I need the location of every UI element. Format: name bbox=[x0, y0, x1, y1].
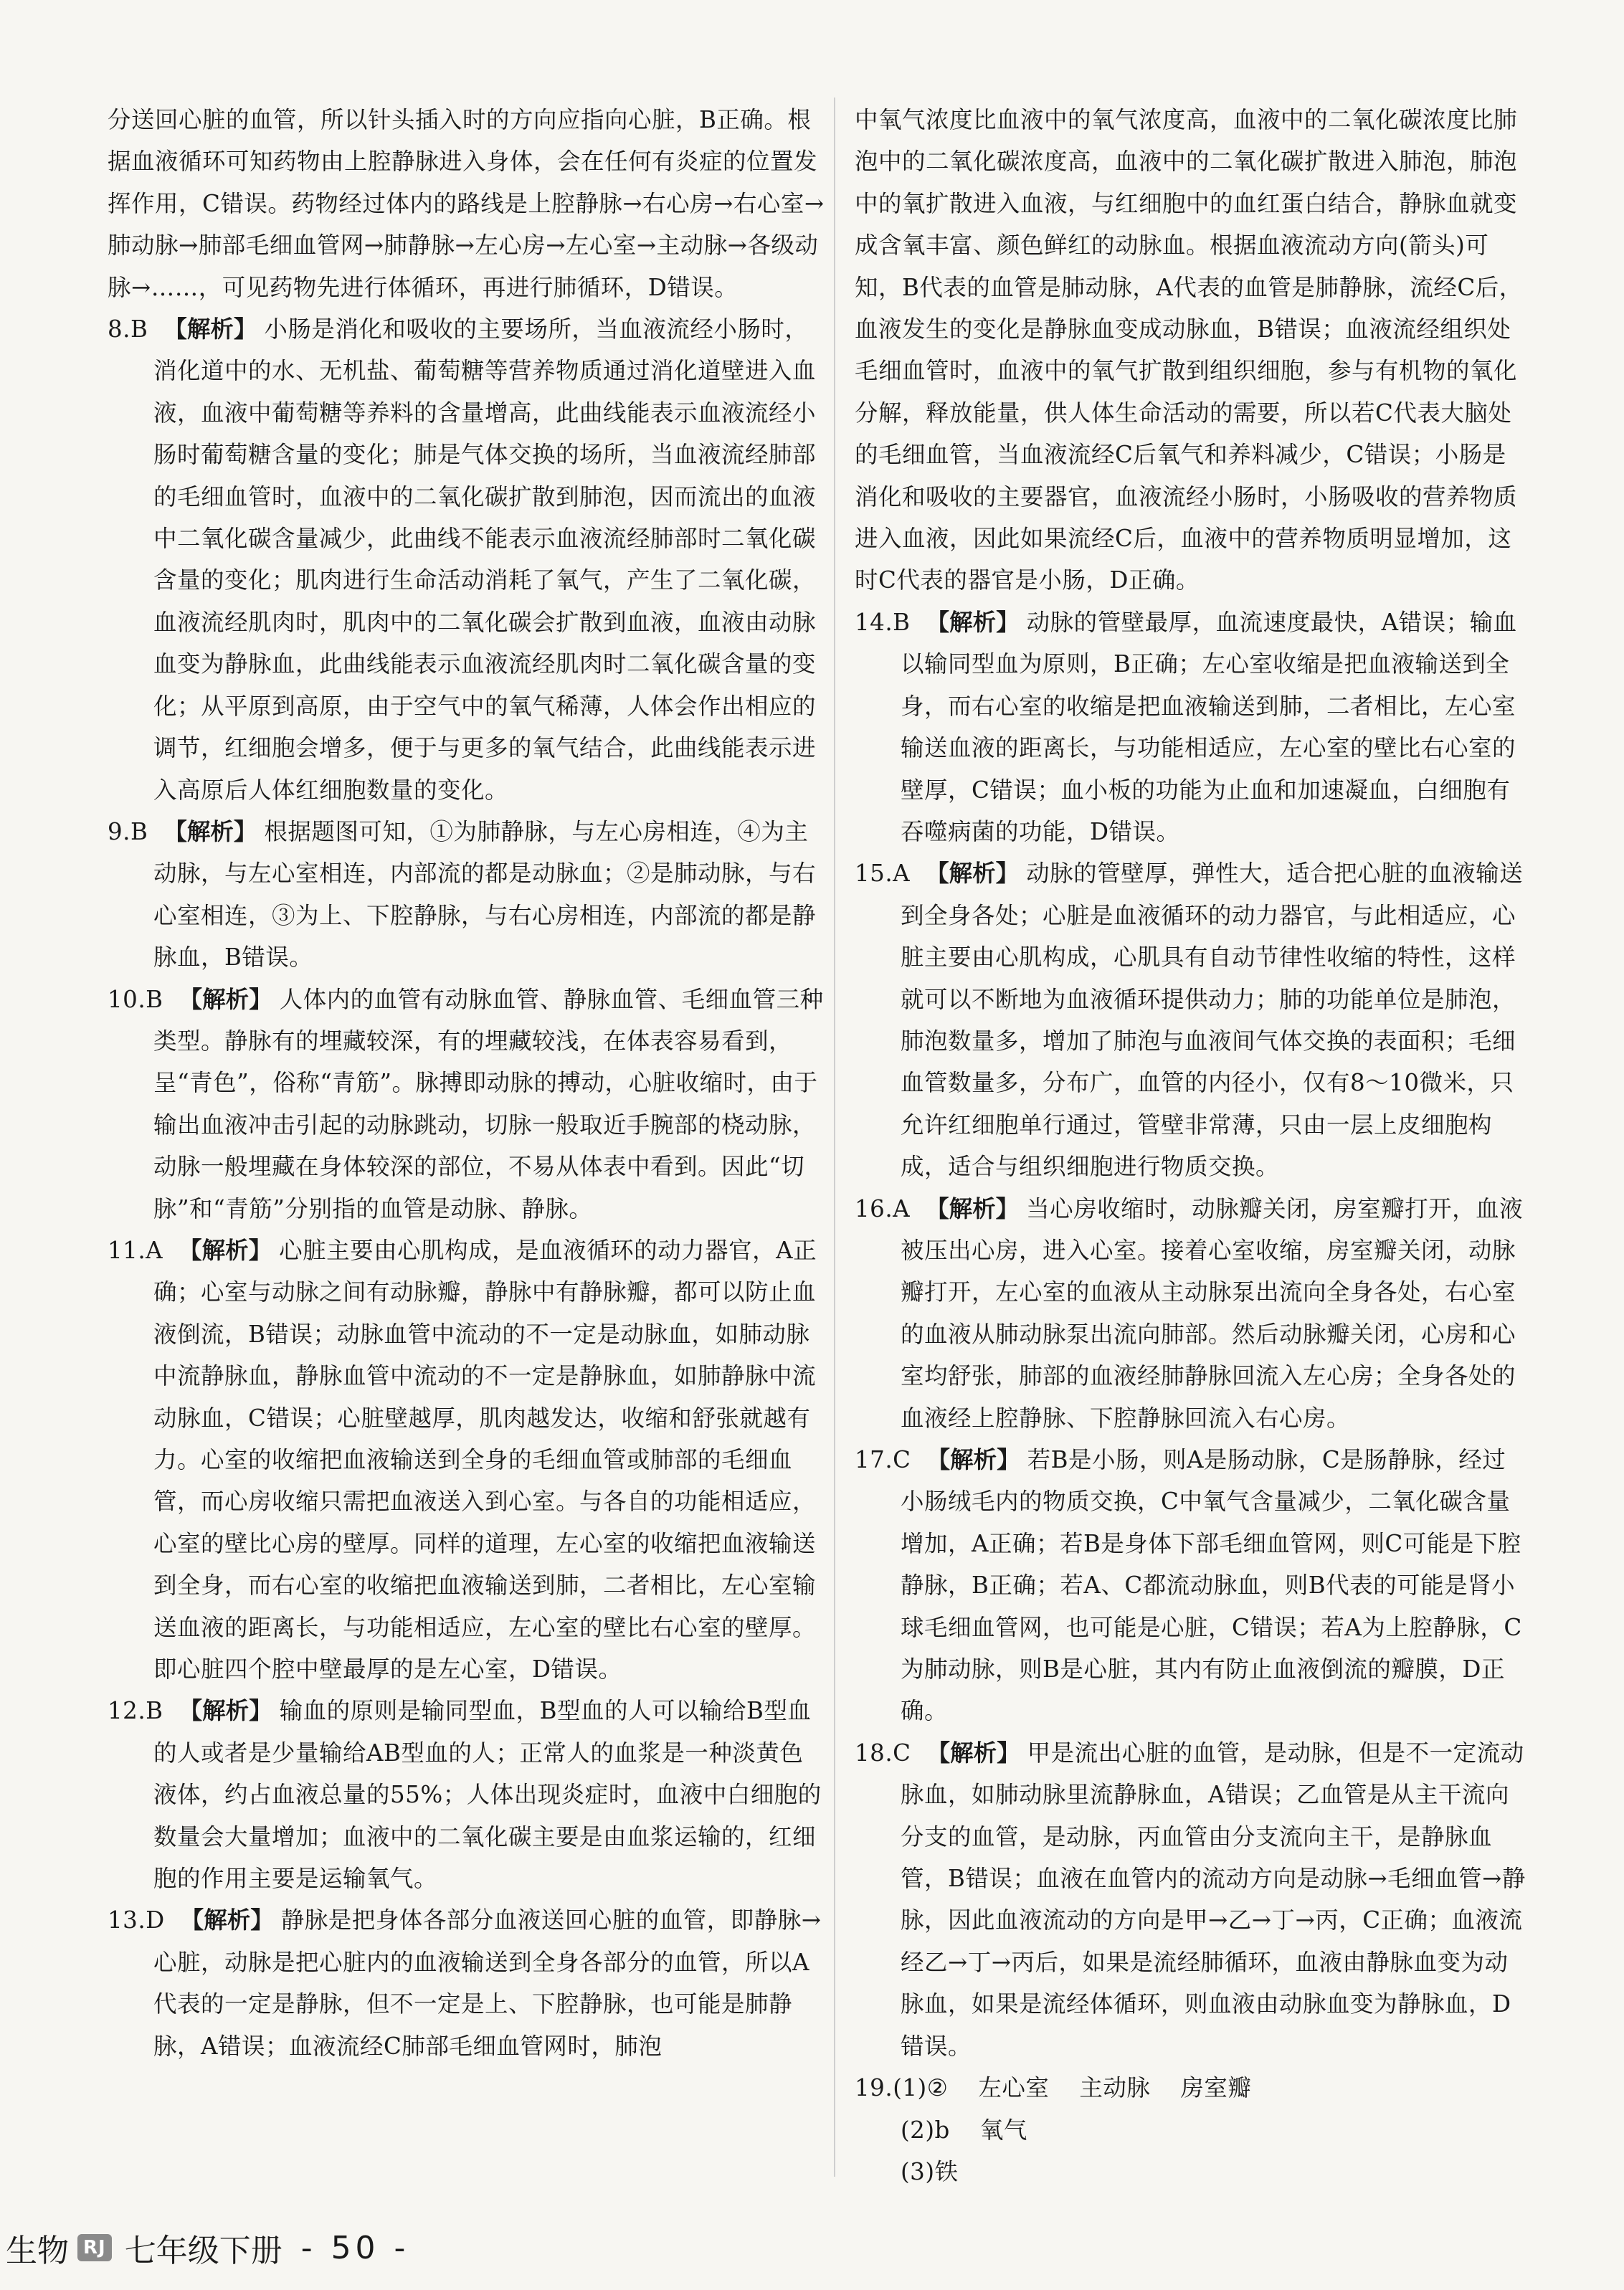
answer-17: 17.C 【解析】 若B是小肠，则A是肠动脉，C是肠静脉，经过小肠绒毛内的物质交换，C中氧气含量减少，二氧化碳含量增加，A正确；若B是身体下部毛细血管网，则C可能是下腔静脉，B正确；若A、C都流动脉血，则B代表的可能是肾小球毛细血管网，也可能是心脏，C错误；若A为上腔静脉，C为肺动脉，则B是心脏，其内有防止血液倒流的瓣膜，D正确。 bbox=[855, 1446, 1522, 1725]
analysis-tag: 【解析】 bbox=[926, 1194, 1020, 1222]
page-footer bbox=[0, 2219, 409, 2276]
analysis-tag: 【解析】 bbox=[926, 860, 1020, 888]
answer-text: 静脉是把身体各部分血液送回心脏的血管，即静脉→心脏，动脉是把心脏内的血液输送到全身各部分的血管，所以A代表的一定是静脉，但不一定是上、下腔静脉，也可能是肺静脉，A错误；血液流经C肺部毛细血管网时，肺泡 bbox=[153, 1906, 822, 2060]
analysis-tag: 【解析】 bbox=[926, 1739, 1020, 1767]
edition-badge: RJ bbox=[77, 2234, 112, 2261]
answer-16: 16.A 【解析】 当心房收缩时，动脉瓣关闭，房室瓣打开，血液被压出心房，进入心室。接着心室收缩，房室瓣关闭，动脉瓣打开，左心室的血液从主动脉泵出流向全身各处，右心室的血液从肺动脉泵出流向肺部。然后动脉瓣关闭，心房和心室均舒张，肺部的血液经肺静脉回流入左心房；全身各处的血液经上腔静脉、下腔静脉回流入右心房。 bbox=[855, 1194, 1524, 1432]
answer-text: 动脉的管壁最厚，血流速度最快，A错误；输血以输同型血为原则，B正确；左心室收缩是把血液输送到全身，而右心室的收缩是把血液输送到肺，二者相比，左心室输送血液的距离长，与功能相适应，左心室的壁比右心室的壁厚，C错误；血小板的功能为止血和加速凝血，白细胞有吞噬病菌的功能，D错误。 bbox=[901, 608, 1517, 845]
answer-12: 12.B 【解析】 输血的原则是输同型血，B型血的人可以输给B型血的人或者是少量输给AB型血的人；正常人的血浆是一种淡黄色液体，约占血液总量的55%；人体出现炎症时，血液中白细胞的数量会大量增加；血液中的二氧化碳主要是由血浆运输的，红细胞的作用主要是运输氧气。 bbox=[108, 1697, 822, 1893]
continued-paragraph: 中氧气浓度比血液中的氧气浓度高，血液中的二氧化碳浓度比肺泡中的二氧化碳浓度高，血液中的二氧化碳扩散进入肺泡，肺泡中的氧扩散进入血液，与红细胞中的血红蛋白结合，静脉血就变成含氧丰富、颜色鲜红的动脉血。根据血液流动方向(箭头)可知，B代表的血管是肺动脉，A代表的血管是肺静脉，流经C后，血液发生的变化是静脉血变成动脉血，B错误；血液流经组织处毛细血管时，血液中的氧气扩散到组织细胞，参与有机物的氧化分解，释放能量，供人体生命活动的需要，所以若C代表大脑处的毛细血管，当血液流经C后氧气和养料减少，C错误；小肠是消化和吸收的主要器官，血液流经小肠时，小肠吸收的营养物质进入血液，因此如果流经C后，血液中的营养物质明显增加，这时C代表的器官是小肠，D正确。 bbox=[855, 106, 1523, 594]
answer-19-1b: 左心室 bbox=[978, 2074, 1050, 2102]
analysis-tag: 【解析】 bbox=[163, 817, 257, 845]
answer-text: 当心房收缩时，动脉瓣关闭，房室瓣打开，血液被压出心房，进入心室。接着心室收缩，房室瓣关闭，动脉瓣打开，左心室的血液从主动脉泵出流向全身各处，右心室的血液从肺动脉泵出流向肺部。然后动脉瓣关闭，心房和心室均舒张，肺部的血液经肺静脉回流入左心房；全身各处的血液经上腔静脉、下腔静脉回流入右心房。 bbox=[901, 1194, 1524, 1432]
answer-18: 18.C 【解析】 甲是流出心脏的血管，是动脉，但是不一定流动脉血，如肺动脉里流静脉血，A错误；乙血管是从主干流向分支的血管，是动脉，丙血管由分支流向主干，是静脉血管，B错误；血液在血管内的流动方向是动脉→毛细血管→静脉，因此血液流动的方向是甲→乙→丁→丙，C正确；血液流经乙→丁→丙后，如果是流经肺循环，血液由静脉血变为动脉血，如果是流经体循环，则血液由动脉血变为静脉血，D错误。 bbox=[855, 1739, 1526, 2060]
analysis-tag: 【解析】 bbox=[926, 608, 1020, 636]
analysis-tag: 【解析】 bbox=[179, 985, 272, 1013]
analysis-tag: 【解析】 bbox=[926, 1446, 1020, 1473]
answer-13: 13.D 【解析】 静脉是把身体各部分血液送回心脏的血管，即静脉→心脏，动脉是把心脏内的血液输送到全身各部分的血管，所以A代表的一定是静脉，但不一定是上、下腔静脉，也可能是肺静脉，A错误；血液流经C肺部毛细血管网时，肺泡 bbox=[108, 1906, 822, 2060]
answer-15: 15.A 【解析】 动脉的管壁厚，弹性大，适合把心脏的血液输送到全身各处；心脏是血液循环的动力器官，与此相适应，心脏主要由心肌构成，心肌具有自动节律性收缩的特性，这样就可以不断地为血液循环提供动力；肺的功能单位是肺泡，肺泡数量多，增加了肺泡与血液间气体交换的表面积；毛细血管数量多，分布广，血管的内径小，仅有8～10微米，只允许红细胞单行通过，管壁非常薄，只由一层上皮细胞构成，适合与组织细胞进行物质交换。 bbox=[855, 860, 1524, 1181]
answer-10: 10.B 【解析】 人体内的血管有动脉血管、静脉血管、毛细血管三种类型。静脉有的埋藏较深，有的埋藏较浅，在体表容易看到，呈“青色”，俗称“青筋”。脉搏即动脉的搏动，心脏收缩时，由于输出血液冲击引起的动脉跳动，切脉一般取近手腕部的桡动脉，动脉一般埋藏在身体较深的部位，不易从体表中看到。因此“切脉”和“青筋”分别指的血管是动脉、静脉。 bbox=[108, 985, 824, 1222]
answer-text: 根据题图可知，①为肺静脉，与左心房相连，④为主动脉，与左心室相连，内部流的都是动脉血；②是肺动脉，与右心室相连，③为上、下腔静脉，与右心房相连，内部流的都是静脉血，B错误。 bbox=[153, 817, 817, 971]
answer-14: 14.B 【解析】 动脉的管壁最厚，血流速度最快，A错误；输血以输同型血为原则，B正确；左心室收缩是把血液输送到全身，而右心室的收缩是把血液输送到肺，二者相比，左心室输送血液的距离长，与功能相适应，左心室的壁比右心室的壁厚，C错误；血小板的功能为止血和加速凝血，白细胞有吞噬病菌的功能，D错误。 bbox=[855, 608, 1517, 845]
answer-11: 11.A 【解析】 心脏主要由心肌构成，是血液循环的动力器官，A正确；心室与动脉之间有动脉瓣，静脉中有静脉瓣，都可以防止血液倒流，B错误；动脉血管中流动的不一定是动脉血，如肺动脉中流静脉血，静脉血管中流动的不一定是静脉血，如肺静脉中流动脉血，C错误；心脏壁越厚，肌肉越发达，收缩和舒张就越有力。心室的收缩把血液输送到全身的毛细血管或肺部的毛细血管，而心房收缩只需把血液送入到心室。与各自的功能相适应，心室的壁比心房的壁厚。同样的道理，左心室的收缩把血液输送到全身，而右心室的收缩把血液输送到肺，二者相比，左心室输送血液的距离长，与功能相适应，左心室的壁比右心室的壁厚。即心脏四个腔中壁最厚的是左心室，D错误。 bbox=[108, 1236, 817, 1683]
answer-text: 动脉的管壁厚，弹性大，适合把心脏的血液输送到全身各处；心脏是血液循环的动力器官，与此相适应，心脏主要由心肌构成，心肌具有自动节律性收缩的特性，这样就可以不断地为血液循环提供动力；肺的功能单位是肺泡，肺泡数量多，增加了肺泡与血液间气体交换的表面积；毛细血管数量多，分布广，血管的内径小，仅有8～10微米，只允许红细胞单行通过，管壁非常薄，只由一层上皮细胞构成，适合与组织细胞进行物质交换。 bbox=[901, 860, 1524, 1181]
answer-text: 若B是小肠，则A是肠动脉，C是肠静脉，经过小肠绒毛内的物质交换，C中氧气含量减少，二氧化碳含量增加，A正确；若B是身体下部毛细血管网，则C可能是下腔静脉，B正确；若A、C都流动脉血，则B代表的可能是肾小球毛细血管网，也可能是心脏，C错误；若A为上腔静脉，C为肺动脉，则B是心脏，其内有防止血液倒流的瓣膜，D正确。 bbox=[901, 1446, 1522, 1725]
footer-subject: 生物 bbox=[6, 2233, 69, 2269]
page-number: - 50 - bbox=[300, 2229, 410, 2266]
analysis-tag: 【解析】 bbox=[163, 315, 257, 343]
answer-9: 9.B 【解析】 根据题图可知，①为肺静脉，与左心房相连，④为主动脉，与左心室相连，内部流的都是动脉血；②是肺动脉，与右心室相连，③为上、下腔静脉，与右心房相连，内部流的都是静脉血，B错误。 bbox=[108, 817, 817, 971]
analysis-tag: 【解析】 bbox=[180, 1906, 274, 1934]
answer-19-1c: 主动脉 bbox=[1079, 2074, 1151, 2102]
answer-text: 小肠是消化和吸收的主要场所，当血液流经小肠时，消化道中的水、无机盐、葡萄糖等营养物质通过消化道壁进入血液，血液中葡萄糖等养料的含量增高，此曲线能表示血液流经小肠时葡萄糖含量的变化；肺是气体交换的场所，当血液流经肺部的毛细血管时，血液中的二氧化碳扩散到肺泡，因而流出的血液中二氧化碳含量减少，此曲线不能表示血液流经肺部时二氧化碳含量的变化；肌肉进行生命活动消耗了氧气，产生了二氧化碳，血液流经肌肉时，肌肉中的二氧化碳会扩散到血液，血液由动脉血变为静脉血，此曲线能表示血液流经肌肉时二氧化碳含量的变化；从平原到高原，由于空气中的氧气稀薄，人体会作出相应的调节，红细胞会增多，便于与更多的氧气结合，此曲线能表示进入高原后人体红细胞数量的变化。 bbox=[153, 315, 817, 804]
answer-19-line-2 bbox=[855, 2109, 1527, 2151]
answer-text: 心脏主要由心肌构成，是血液循环的动力器官，A正确；心室与动脉之间有动脉瓣，静脉中有静脉瓣，都可以防止血液倒流，B错误；动脉血管中流动的不一定是动脉血，如肺动脉中流静脉血，静脉血管中流动的不一定是静脉血，如肺静脉中流动脉血，C错误；心脏壁越厚，肌肉越发达，收缩和舒张就越有力。心室的收缩把血液输送到全身的毛细血管或肺部的毛细血管，而心房收缩只需把血液送入到心室。与各自的功能相适应，心室的壁比心房的壁厚。同样的道理，左心室的收缩把血液输送到全身，而右心室的收缩把血液输送到肺，二者相比，左心室输送血液的距离长，与功能相适应，左心室的壁比右心室的壁厚。即心脏四个腔中壁最厚的是左心室，D错误。 bbox=[153, 1236, 817, 1683]
answer-text: 输血的原则是输同型血，B型血的人可以输给B型血的人或者是少量输给AB型血的人；正常人的血浆是一种淡黄色液体，约占血液总量的55%；人体出现炎症时，血液中白细胞的数量会大量增加；血液中的二氧化碳主要是由血浆运输的，红细胞的作用主要是运输氧气。 bbox=[153, 1697, 822, 1893]
answer-text: 甲是流出心脏的血管，是动脉，但是不一定流动脉血，如肺动脉里流静脉血，A错误；乙血管是从主干流向分支的血管，是动脉，丙血管由分支流向主干，是静脉血管，B错误；血液在血管内的流动方向是动脉→毛细血管→静脉，因此血液流动的方向是甲→乙→丁→丙，C正确；血液流经乙→丁→丙后，如果是流经肺循环，血液由静脉血变为动脉血，如果是流经体循环，则血液由动脉血变为静脉血，D错误。 bbox=[901, 1739, 1526, 2060]
answer-19-2a: (2)b bbox=[901, 2116, 950, 2144]
right-column bbox=[855, 99, 1527, 2192]
column-divider bbox=[834, 98, 835, 2177]
answer-19-line-3: (3)铁 bbox=[901, 2157, 959, 2185]
answer-19-1a: (1)② bbox=[893, 2074, 949, 2102]
footer-grade: 七年级下册 bbox=[124, 2233, 282, 2269]
continued-paragraph: 分送回心脏的血管，所以针头插入时的方向应指向心脏，B正确。根据血液循环可知药物由上腔静脉进入身体，会在任何有炎症的位置发挥作用，C错误。药物经过体内的路线是上腔静脉→右心房→右心室→肺动脉→肺部毛细血管网→肺静脉→左心房→左心室→主动脉→各级动脉→……，可见药物先进行体循环，再进行肺循环，D错误。 bbox=[108, 106, 825, 301]
answer-text: 人体内的血管有动脉血管、静脉血管、毛细血管三种类型。静脉有的埋藏较深，有的埋藏较浅，在体表容易看到，呈“青色”，俗称“青筋”。脉搏即动脉的搏动，心脏收缩时，由于输出血液冲击引起的动脉跳动，切脉一般取近手腕部的桡动脉，动脉一般埋藏在身体较深的部位，不易从体表中看到。因此“切脉”和“青筋”分别指的血管是动脉、静脉。 bbox=[153, 985, 824, 1222]
answer-19-2b: 氧气 bbox=[979, 2116, 1027, 2144]
left-column bbox=[108, 99, 825, 2067]
answer-19-line-1: 19.(1)② 左心室 主动脉 房室瓣 bbox=[855, 2074, 1252, 2102]
answer-8: 8.B 【解析】 小肠是消化和吸收的主要场所，当血液流经小肠时，消化道中的水、无机盐、葡萄糖等营养物质通过消化道壁进入血液，血液中葡萄糖等养料的含量增高，此曲线能表示血液流经小肠时葡萄糖含量的变化；肺是气体交换的场所，当血液流经肺部的毛细血管时，血液中的二氧化碳扩散到肺泡，因而流出的血液中二氧化碳含量减少，此曲线不能表示血液流经肺部时二氧化碳含量的变化；肌肉进行生命活动消耗了氧气，产生了二氧化碳，血液流经肌肉时，肌肉中的二氧化碳会扩散到血液，血液由动脉血变为静脉血，此曲线能表示血液流经肌肉时二氧化碳含量的变化；从平原到高原，由于空气中的氧气稀薄，人体会作出相应的调节，红细胞会增多，便于与更多的氧气结合，此曲线能表示进入高原后人体红细胞数量的变化。 bbox=[108, 315, 817, 804]
analysis-tag: 【解析】 bbox=[179, 1697, 272, 1725]
answer-19-1d: 房室瓣 bbox=[1180, 2074, 1252, 2102]
analysis-tag: 【解析】 bbox=[179, 1236, 272, 1264]
